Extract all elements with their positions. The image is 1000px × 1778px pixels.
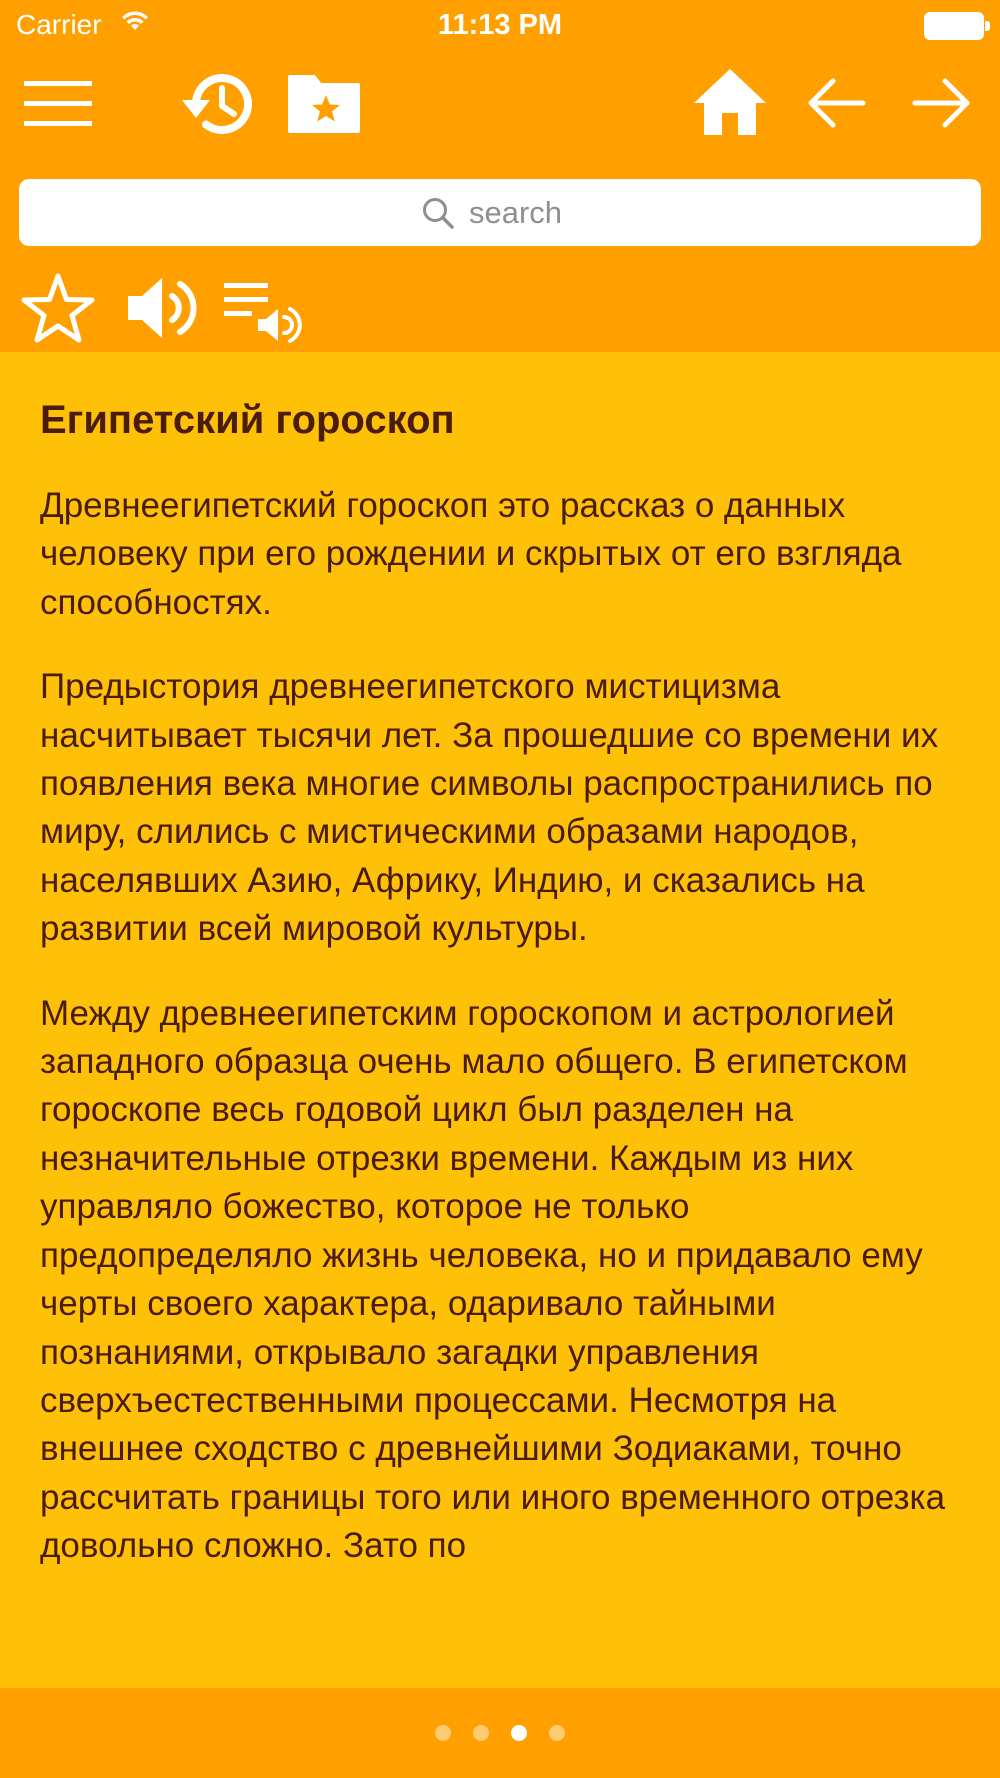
article-title: Египетский гороскоп	[40, 398, 455, 442]
read-aloud-button[interactable]	[220, 276, 304, 346]
search-icon	[421, 196, 455, 230]
menu-icon	[22, 79, 94, 127]
speaker-icon	[124, 272, 200, 344]
header	[0, 0, 1000, 352]
page-dot-active[interactable]	[511, 1725, 527, 1741]
article-content[interactable]	[0, 352, 1000, 1688]
search-input[interactable]	[469, 195, 579, 231]
page-indicator[interactable]	[0, 1688, 1000, 1778]
speak-button[interactable]	[120, 270, 204, 346]
page-dot[interactable]	[435, 1725, 451, 1741]
star-icon	[20, 272, 96, 344]
home-button[interactable]	[690, 62, 770, 142]
forward-arrow-icon	[911, 77, 973, 129]
menu-button[interactable]	[18, 68, 98, 138]
playlist-speaker-icon	[222, 279, 302, 343]
favorites-folder-button[interactable]	[282, 64, 366, 144]
page-dot[interactable]	[473, 1725, 489, 1741]
back-button[interactable]	[800, 66, 872, 140]
forward-button[interactable]	[906, 66, 978, 140]
carrier-label: Carrier	[16, 9, 102, 40]
page-dot[interactable]	[549, 1725, 565, 1741]
back-arrow-icon	[805, 77, 867, 129]
favorites-folder-icon	[286, 73, 362, 135]
article-paragraph: Предыстория древнеегипетского мистицизма насчитывает тысячи лет. За прошедшие со времени их появления века многие символы распространились по миру, слились с мистическими образами народов, населявших Азию, Африку, Индию, и сказались на развитии всей мировой культуры.	[40, 667, 939, 949]
home-icon	[692, 67, 768, 137]
favorite-button[interactable]	[18, 270, 98, 346]
search-bar[interactable]	[19, 179, 981, 246]
battery-icon	[924, 12, 984, 40]
history-icon	[176, 68, 256, 140]
article-paragraph: Между древнеегипетским гороскопом и астрологией западного образца очень мало общего. В египетском гороскопе весь годовой цикл был разделен на незначительные отрезки времени. Каждым из них управляло божество, которое не только предопределяло жизнь человека, но и придавало ему черты своего характера, одаривало тайными познаниями, открывало загадки управления сверхъестественными процессами. Несмотря на внешнее сходство с древнейшими Зодиаками, точно рассчитать границы того или иного временного отрезка довольно сложно. Зато по	[40, 993, 946, 1566]
article-paragraph: Древнеегипетский гороскоп это рассказ о данных человеку при его рождении и скрытых от его взгляда способностях.	[40, 486, 902, 622]
status-bar	[0, 0, 1000, 52]
history-button[interactable]	[172, 64, 260, 144]
status-time: 11:13 PM	[437, 9, 563, 41]
search-inner	[421, 195, 579, 231]
